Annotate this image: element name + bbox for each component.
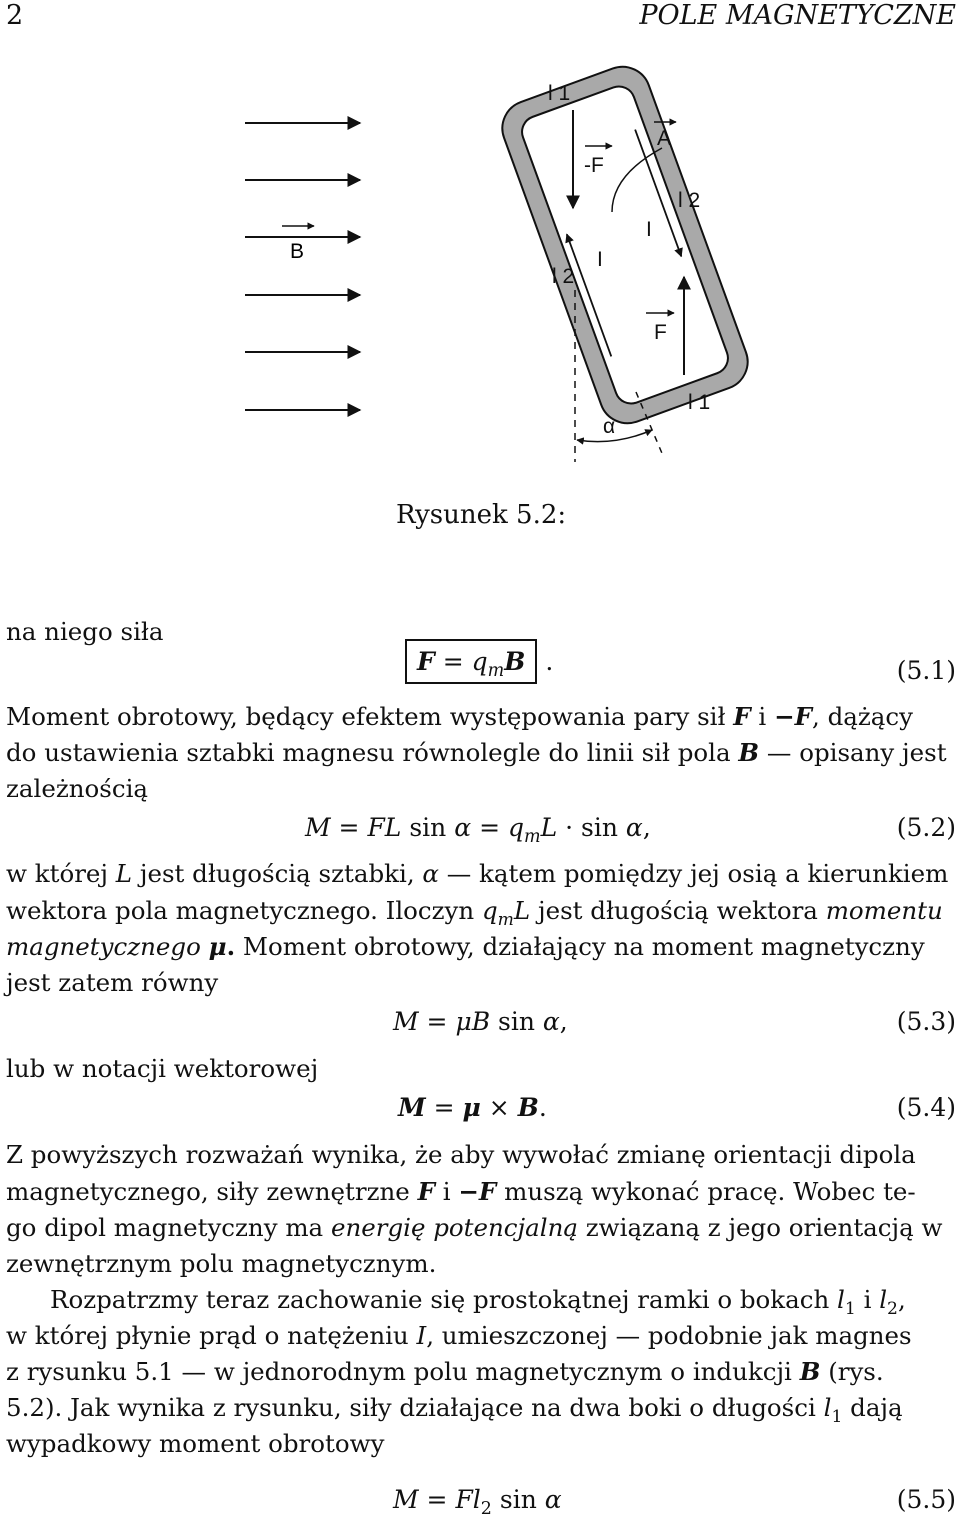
- paragraph-line: w której L jest długością sztabki, α — kątem pomiędzy jej osią a kierunkiem: [6, 859, 949, 888]
- equation-5-1: $F = q_mB$ .: [405, 647, 553, 681]
- equation-5-2: M = FL $\sin \alpha = q_mL \cdot \sin \alpha$,: [305, 813, 651, 847]
- equation-number: (5.5): [896, 1485, 956, 1514]
- paragraph-line: magnetycznego, siły zewnętrzne F i −F muszą wykonać pracę. Wobec te-: [6, 1177, 916, 1206]
- paragraph-line: Rozpatrzmy teraz zachowanie się prostokątnej ramki o bokach $l_1$ i $l_2$,: [50, 1285, 906, 1319]
- paragraph-line: Z powyższych rozważań wynika, że aby wywołać zmianę orientacji dipola: [6, 1140, 916, 1169]
- paragraph-line: w której płynie prąd o natężeniu I, umieszczonej — podobnie jak magnes: [6, 1321, 912, 1350]
- figure-5-2: [0, 60, 960, 500]
- paragraph-line: go dipol magnetyczny ma energię potencjalną związaną z jego orientacją w: [6, 1213, 943, 1242]
- equation-5-3: M = μB sin α,: [393, 1007, 568, 1036]
- label-B: B: [290, 240, 305, 263]
- label-I-left: I: [597, 248, 603, 271]
- page-number: 2: [6, 0, 24, 31]
- field-lines: [245, 123, 360, 410]
- figure-caption: Rysunek 5.2:: [396, 500, 567, 530]
- equation-5-5: $M = Fl_2$ sin α: [393, 1485, 562, 1519]
- paragraph-line: lub w notacji wektorowej: [6, 1054, 319, 1083]
- paragraph-line: magnetycznego μ. Moment obrotowy, działający na moment magnetyczny: [6, 932, 925, 961]
- label-alpha: α: [603, 415, 616, 438]
- paragraph-line: do ustawienia sztabki magnesu równolegle do linii sił pola B — opisany jest: [6, 738, 947, 767]
- paragraph-line: zależnością: [6, 774, 149, 803]
- label-I-right: I: [646, 218, 652, 241]
- label-A: A: [657, 127, 672, 150]
- paragraph-line: zewnętrznym polu magnetycznym.: [6, 1249, 437, 1278]
- equation-number: (5.3): [896, 1007, 956, 1036]
- label-l2-right: l 2: [678, 189, 701, 212]
- equation-number: (5.1): [896, 656, 956, 685]
- paragraph-line: wypadkowy moment obrotowy: [6, 1429, 385, 1458]
- paragraph-line: z rysunku 5.1 — w jednorodnym polu magnetycznym o indukcji B (rys.: [6, 1357, 884, 1386]
- equation-5-4: M = μ × B.: [398, 1093, 547, 1122]
- equation-number: (5.2): [896, 813, 956, 842]
- paragraph-line: jest zatem równy: [6, 968, 219, 997]
- label-l2-left: l 2: [552, 265, 575, 288]
- current-frame: [495, 60, 756, 431]
- running-title: POLE MAGNETYCZNE: [639, 0, 956, 31]
- label-minus-F: -F: [584, 154, 604, 177]
- paragraph-line: 5.2). Jak wynika z rysunku, siły działające na dwa boki o długości $l_1$ dają: [6, 1393, 903, 1427]
- paragraph-line: na niego siła: [6, 617, 164, 646]
- label-F: F: [654, 321, 667, 344]
- paragraph-line: wektora pola magnetycznego. Iloczyn $q_mL$ jest długością wektora momentu: [6, 896, 943, 930]
- label-l1-top: l 1: [548, 82, 571, 105]
- paragraph-line: Moment obrotowy, będący efektem występowania pary sił F i −F, dążący: [6, 702, 913, 731]
- label-l1-bottom: l 1: [688, 391, 711, 414]
- equation-number: (5.4): [896, 1093, 956, 1122]
